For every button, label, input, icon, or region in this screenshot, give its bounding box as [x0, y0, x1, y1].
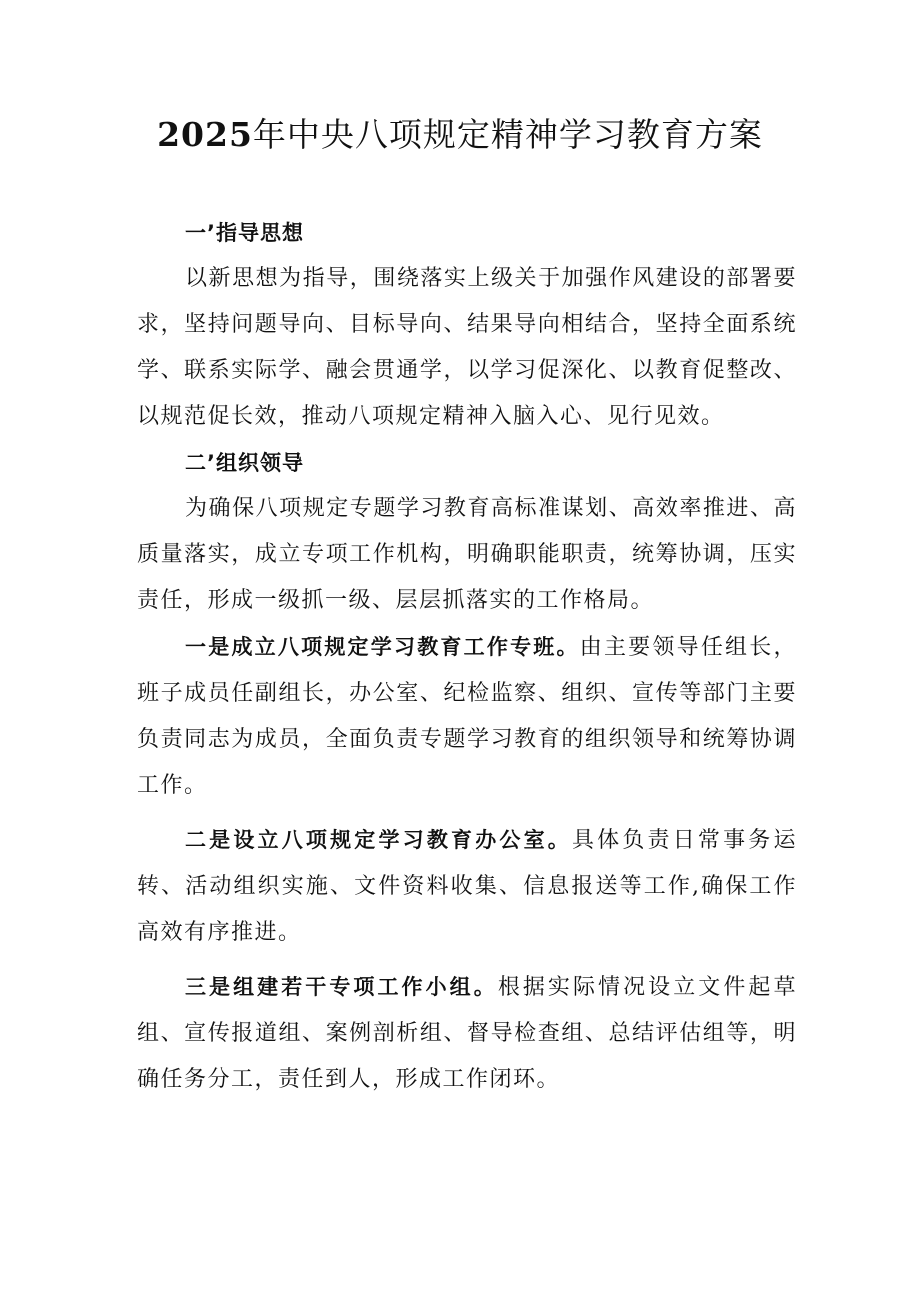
item-3-lead: 三是组建若干专项工作小组。: [185, 975, 498, 999]
title-year: 2025: [157, 115, 253, 154]
paragraph-item-3: [137, 964, 797, 1103]
paragraph-item-2: [137, 817, 797, 956]
section-heading-guiding: 一’指导思想: [185, 221, 304, 245]
section-heading-organization: 二’组织领导: [185, 451, 304, 475]
item-1-lead: 一是成立八项规定学习教育工作专班。: [185, 635, 580, 659]
document-body: [137, 210, 797, 1103]
document-title: [0, 112, 920, 158]
item-1-text: 由主要领导任组长，班子成员任副组长，办公室、纪检监察、组织、宣传等部门主要负责同志为成员，全面负责专题学习教育的组织领导和统筹协调工作。: [137, 635, 797, 798]
paragraph-organization: 为确保八项规定专题学习教育高标准谋划、高效率推进、高质量落实，成立专项工作机构，明确职能职责，统筹协调，压实责任，形成一级抓一级、层层抓落实的工作格局。: [137, 496, 797, 613]
item-2-text: 具体负责日常事务运转、活动组织实施、文件资料收集、信息报送等工作,确保工作高效有序推进。: [137, 828, 797, 945]
paragraph-guiding: 以新思想为指导，围绕落实上级关于加强作风建设的部署要求，坚持问题导向、目标导向、结果导向相结合，坚持全面系统学、联系实际学、融会贯通学，以学习促深化、以教育促整改、以规范促长效，推动八项规定精神入脑入心、见行见效。: [137, 266, 797, 429]
title-text: 年中央八项规定精神学习教育方案: [252, 115, 763, 154]
item-2-lead: 二是设立八项规定学习教育办公室。: [185, 828, 572, 852]
item-3-text: 根据实际情况设立文件起草组、宣传报道组、案例剖析组、督导检查组、总结评估组等，明确任务分工，责任到人，形成工作闭环。: [137, 975, 797, 1092]
paragraph-item-1: [137, 624, 797, 809]
